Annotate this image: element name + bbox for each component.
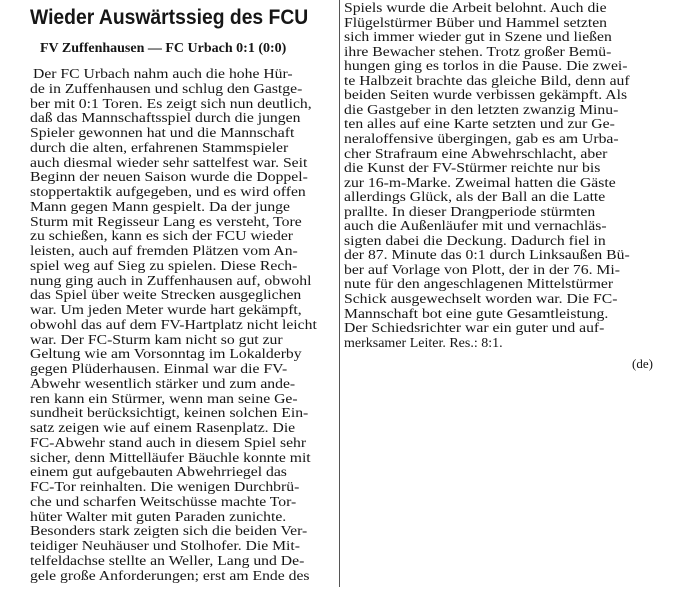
article-text-line: Mannschaft bot eine gute Gesamtleistung. — [344, 306, 609, 322]
article-text-line: ihre Bewacher stehen. Trotz großer Bemü- — [344, 44, 612, 60]
article-text-line: Der Schiedsrichter war ein guter und auf- — [344, 321, 605, 337]
article-text-line: de in Zuffenhausen und schlug den Gastge- — [30, 81, 303, 97]
article-text-line: nute für den angeschlagenen Mittelstürmer — [344, 277, 614, 293]
article-text-line: sigten dabei die Deckung. Dadurch fiel in — [344, 233, 606, 249]
article-text-line: obwohl das auf dem FV-Hartplatz nicht leicht — [30, 317, 317, 333]
article-text-line: durch die alten, erfahrenen Stammspieler — [30, 140, 289, 156]
article-text-line: einem gut aufgebauten Abwehrriegel das — [30, 465, 287, 481]
article-text-line: Beginn der neuen Saison wurde die Doppel- — [30, 170, 308, 186]
article-text-line: leisten, auch auf fremden Plätzen vom An- — [30, 244, 298, 259]
article-text-line: merksamer Leiter. Res.: 8:1. — [344, 335, 503, 351]
article-text-line: ten alles auf eine Karte setzten und zur Ge- — [344, 117, 615, 133]
article-text-line: stoppertaktik aufgegeben, und es wird offen — [30, 185, 306, 200]
article-text-line: war. Der FC-Sturm kam nicht so gut zur — [30, 332, 283, 348]
article-text-line: prallte. In dieser Drangperiode stürmten — [344, 204, 596, 220]
article-text-line: FC-Abwehr stand auch in diesem Spiel sehr — [30, 435, 307, 451]
article-text-line: Spiels wurde die Arbeit belohnt. Auch die — [344, 1, 607, 16]
article-text-line: auch diesmal wieder sehr sattelfest war. Seit — [30, 155, 308, 171]
article-text-line: hüter Walter mit guten Paraden zunichte. — [30, 509, 287, 525]
article-text-line: auch die Außenläufer mit und vernachläs- — [344, 219, 607, 235]
article-text-line: FC-Tor reinhalten. Die wenigen Durchbrü- — [30, 480, 300, 495]
article-text-line: cher Strafraum eine Abwehrschlacht, aber — [344, 146, 608, 162]
article-text-line: Abwehr wesentlich stärker und zum ande- — [30, 376, 296, 392]
article-text-line: Spieler gewonnen hat und die Mannschaft — [30, 126, 295, 141]
article-text-line: Besonders stark zeigten sich die beiden Ver- — [30, 524, 308, 540]
article-text-line: Sturm mit Regisseur Lang es versteht, Tore — [30, 214, 302, 230]
article-headline: Wieder Auswärtssieg des FCU — [30, 6, 309, 29]
article-text-line: telfeldachse stellte an Weller, Lang und De- — [30, 553, 305, 569]
article-text-line: te Halbzeit brachte das gleiche Bild, denn auf — [344, 73, 630, 89]
article-text-line: neraloffensive übergingen, gab es am Urba- — [344, 131, 619, 147]
article-text-line: ber auf Vorlage von Plott, der in der 76. Mi- — [344, 262, 620, 278]
article-text-line: gegen Plüderhausen. Einmal war die FV- — [30, 362, 288, 377]
article-text-line: daß das Mannschaftsspiel durch die jungen — [30, 111, 301, 127]
article-text-line: sich immer wieder gut in Szene und ließen — [344, 30, 612, 46]
article-text-line: teidiger Neuhäuser und Stolhofer. Die Mit- — [30, 539, 300, 554]
article-text-line: hungen ging es torlos in die Pause. Die zwei- — [344, 59, 628, 75]
article-text-line: sundheit berücksichtigt, keinen solchen Ein- — [30, 406, 309, 422]
column-divider — [339, 0, 340, 587]
article-text-line: Der FC Urbach nahm auch die hohe Hür- — [33, 67, 293, 82]
author-signoff: (de) — [632, 356, 653, 371]
match-result-subheadline: FV Zuffenhausen — FC Urbach 0:1 (0:0) — [40, 41, 287, 56]
article-text-line: gele große Anforderungen; erst am Ende des — [30, 568, 310, 584]
article-text-line: die Gastgeber in den letzten zwanzig Minu- — [344, 102, 619, 118]
article-text-line: nung ging auch in Zuffenhausen auf, obwohl — [30, 273, 312, 289]
article-text-line: Geltung wie am Vorsonntag im Lokalderby — [30, 347, 302, 363]
article-text-line: satz zeigen wie auf einem Rasenplatz. Die — [30, 421, 296, 436]
article-text-line: ren kann ein Stürmer, wenn man seine Ge- — [30, 391, 298, 407]
article-text-line: Schick ausgewechselt worden war. Die FC- — [344, 292, 618, 307]
article-text-line: zu schießen, kann es sich der FCU wieder — [30, 229, 294, 245]
article-text-line: das Spiel über weite Strecken ausgeglichen — [30, 288, 302, 304]
article-text-line: der 87. Minute das 0:1 durch Linksaußen Bü- — [344, 248, 630, 264]
article-text-line: Flügelstürmer Büber und Hammel setzten — [344, 15, 608, 31]
article-text-line: die Kunst der FV-Stürmer reichte nur bis — [344, 161, 601, 177]
article-text-line: beiden Seiten wurde verbissen gekämpft. Als — [344, 88, 628, 104]
article-text-line: ber mit 0:1 Toren. Es zeigt sich nun deutlich, — [30, 96, 312, 112]
article-text-line: sicher, denn Mittelläufer Bäuchle konnte mit — [30, 450, 311, 466]
article-text-line: allerdings Glück, als der Ball an die Latte — [344, 190, 606, 206]
article-text-line: Mann gegen Mann gespielt. Da der junge — [30, 199, 290, 215]
article-text-line: spiel weg auf Sieg zu spielen. Diese Rech- — [30, 258, 298, 274]
article-text-line: che und scharfen Weitschüsse machte Tor- — [30, 494, 297, 510]
article-text-line: war. Um jeden Meter wurde hart gekämpft, — [30, 303, 302, 318]
article-text-line: zur 16-m-Marke. Zweimal hatten die Gäste — [344, 175, 616, 191]
